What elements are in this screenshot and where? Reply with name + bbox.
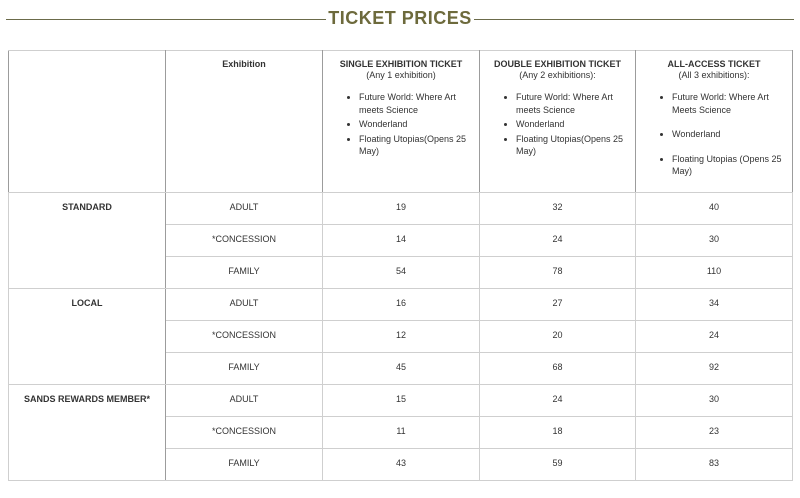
header-all-access-ticket <box>636 51 793 193</box>
price-cell: 40 <box>636 193 793 225</box>
group-label-sands-rewards: SANDS REWARDS MEMBER* <box>9 385 166 481</box>
list-item: • Floating Utopias(Opens 25 May) <box>359 133 479 158</box>
column-title: DOUBLE EXHIBITION TICKET <box>493 59 621 69</box>
price-cell: 24 <box>480 385 636 417</box>
header-double-ticket <box>480 51 636 193</box>
price-cell: 16 <box>323 289 480 321</box>
header-empty-cell <box>9 51 166 193</box>
list-item: • Wonderland <box>672 128 792 141</box>
price-cell: 19 <box>323 193 480 225</box>
exhibition-list <box>323 91 479 158</box>
exhibition-list <box>636 91 792 178</box>
price-cell: 32 <box>480 193 636 225</box>
list-item: • Future World: Where Art Meets Science <box>672 91 792 116</box>
price-cell: 27 <box>480 289 636 321</box>
price-cell: 30 <box>636 385 793 417</box>
column-subtitle: (Any 1 exhibition) <box>366 70 436 80</box>
price-cell: 92 <box>636 353 793 385</box>
ticket-type: FAMILY <box>166 257 323 289</box>
price-cell: 59 <box>480 449 636 481</box>
list-item: • Floating Utopias(Opens 25 May) <box>516 133 635 158</box>
price-cell: 110 <box>636 257 793 289</box>
price-cell: 45 <box>323 353 480 385</box>
exhibition-label: Exhibition <box>222 59 266 69</box>
page-title: TICKET PRICES <box>328 8 472 28</box>
column-subtitle: (All 3 exhibitions): <box>678 70 750 80</box>
list-item: • Floating Utopias (Opens 25 May) <box>672 153 792 178</box>
price-cell: 11 <box>323 417 480 449</box>
price-cell: 24 <box>480 225 636 257</box>
header-exhibition <box>166 51 323 193</box>
column-title: ALL-ACCESS TICKET <box>667 59 761 69</box>
list-item: • Wonderland <box>359 118 479 131</box>
price-cell: 34 <box>636 289 793 321</box>
ticket-type: FAMILY <box>166 353 323 385</box>
list-item: • Wonderland <box>516 118 635 131</box>
price-cell: 78 <box>480 257 636 289</box>
price-cell: 54 <box>323 257 480 289</box>
exhibition-list <box>480 91 635 158</box>
ticket-type: *CONCESSION <box>166 417 323 449</box>
price-cell: 14 <box>323 225 480 257</box>
ticket-type: *CONCESSION <box>166 321 323 353</box>
price-cell: 15 <box>323 385 480 417</box>
price-cell: 83 <box>636 449 793 481</box>
ticket-type: ADULT <box>166 193 323 225</box>
group-label-standard: STANDARD <box>9 193 166 289</box>
table-header-row <box>9 51 793 193</box>
list-item: • Future World: Where Art meets Science <box>359 91 479 116</box>
table-row <box>9 385 793 417</box>
table-row <box>9 193 793 225</box>
price-cell: 30 <box>636 225 793 257</box>
column-subtitle: (Any 2 exhibitions): <box>519 70 596 80</box>
group-label-local: LOCAL <box>9 289 166 385</box>
table-row <box>9 289 793 321</box>
price-cell: 12 <box>323 321 480 353</box>
price-cell: 23 <box>636 417 793 449</box>
price-cell: 43 <box>323 449 480 481</box>
price-cell: 24 <box>636 321 793 353</box>
ticket-type: *CONCESSION <box>166 225 323 257</box>
column-title: SINGLE EXHIBITION TICKET <box>339 59 463 69</box>
price-cell: 18 <box>480 417 636 449</box>
price-cell: 20 <box>480 321 636 353</box>
ticket-type: FAMILY <box>166 449 323 481</box>
ticket-type: ADULT <box>166 385 323 417</box>
ticket-prices-table <box>8 50 793 481</box>
ticket-type: ADULT <box>166 289 323 321</box>
header-single-ticket <box>323 51 480 193</box>
list-item: • Future World: Where Art meets Science <box>516 91 635 116</box>
price-cell: 68 <box>480 353 636 385</box>
header-rule-right <box>474 19 794 20</box>
page-header <box>0 0 800 40</box>
